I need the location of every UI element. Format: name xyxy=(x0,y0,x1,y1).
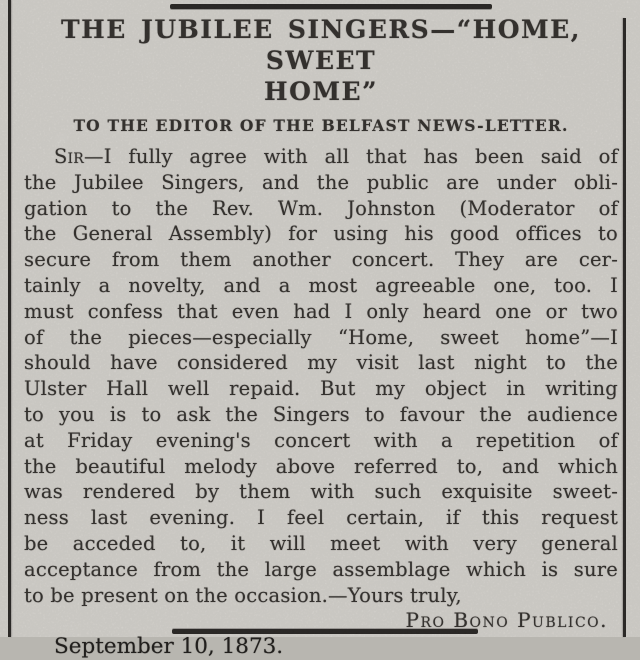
headline-line-2: HOME” xyxy=(263,77,378,106)
body-line: was rendered by them with such exquisite sweet- xyxy=(24,480,618,504)
body-line: acceptance from the large assemblage which is sure xyxy=(24,557,618,581)
opening-rest: —I fully agree with all that has been said of xyxy=(84,145,618,168)
body-line: to be present on the occasion.—Yours truly, xyxy=(24,583,462,607)
body-line-opening xyxy=(24,144,618,170)
salutation: Sir xyxy=(54,145,85,168)
body-line: gation to the Rev. Wm. Johnston (Moderator of xyxy=(24,196,618,220)
body-line: ness last evening. I feel certain, if this request xyxy=(24,506,618,530)
body-line: the beautiful melody above referred to, and which xyxy=(24,454,618,478)
body-line: to you is to ask the Singers to favour the audience xyxy=(24,402,618,426)
headline xyxy=(24,14,618,107)
body-line: Ulster Hall well repaid. But my object in writing xyxy=(24,377,618,401)
editor-address: TO THE EDITOR OF THE BELFAST NEWS-LETTER. xyxy=(73,116,569,135)
body-line: at Friday evening's concert with a repetition of xyxy=(24,428,618,452)
letter-body xyxy=(24,144,618,608)
article xyxy=(24,14,618,660)
body-line: be acceded to, it will meet with very general xyxy=(24,531,618,555)
signature: Pro Bono Publico. xyxy=(405,608,608,633)
body-line: tainly a novelty, and a most agreeable one, too. I xyxy=(24,273,618,297)
body-line: should have considered my visit last night to the xyxy=(24,351,618,375)
date-line: September 10, 1873. xyxy=(54,634,284,660)
headline-line-1: THE JUBILEE SINGERS—“HOME, SWEET xyxy=(61,15,581,75)
body-line: must confess that even had I only heard one or two xyxy=(24,299,618,323)
body-line: the Jubilee Singers, and the public are under obli- xyxy=(24,170,618,194)
body-line: of the pieces—especially “Home, sweet home”—I xyxy=(24,325,618,349)
body-line: secure from them another concert. They are cer- xyxy=(24,248,618,272)
body-line: the General Assembly) for using his good offices to xyxy=(24,222,618,246)
right-column-rule xyxy=(623,18,626,637)
left-column-rule xyxy=(8,0,11,637)
top-column-rule xyxy=(170,4,492,9)
